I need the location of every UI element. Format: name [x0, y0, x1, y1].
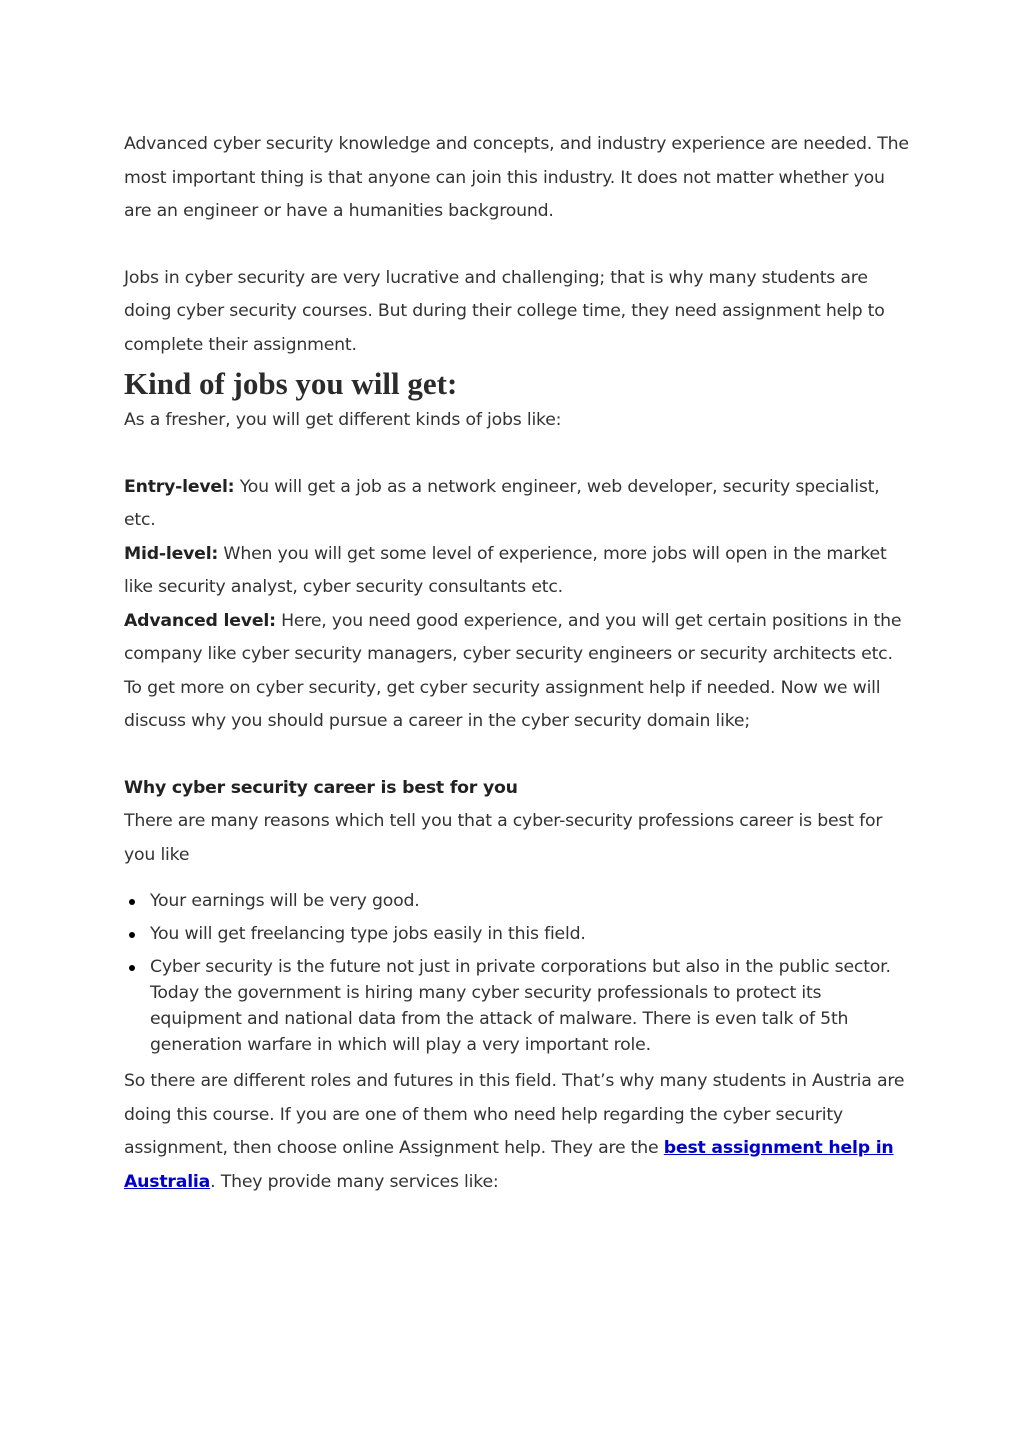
jobs-lead: As a fresher, you will get different kinds of jobs like: — [124, 410, 562, 430]
reasons-list — [124, 888, 909, 1058]
advanced-level-item — [124, 605, 909, 672]
mid-level-item — [124, 538, 909, 605]
closing-text-before: So there are different roles and futures in this field. That’s why many students in Austria are doing this course. If you are one of them who need help regarding the cyber security assignment, then choose online Assignment help. They are the — [124, 1071, 905, 1158]
mid-level-text: When you will get some level of experience, more jobs will open in the market like security analyst, cyber security consultants etc. — [124, 543, 887, 597]
document-page — [124, 128, 909, 1199]
jobs-heading: Kind of jobs you will get: — [124, 366, 458, 401]
closing-paragraph — [124, 1065, 909, 1199]
list-item: You will get freelancing type jobs easily in this field. — [150, 921, 909, 947]
paragraph-gap — [124, 229, 909, 262]
best-assignment-help-link[interactable]: best assignment help in Australia — [124, 1138, 894, 1192]
advanced-level-text: Here, you need good experience, and you will get certain positions in the company like cyber security managers, cyber security engineers or security architects etc. — [124, 610, 902, 664]
mid-level-label: Mid-level: — [124, 543, 219, 564]
entry-level-item — [124, 471, 909, 538]
advanced-level-label: Advanced level: — [124, 610, 276, 631]
why-heading — [124, 772, 909, 806]
why-lead: There are many reasons which tell you that a cyber-security professions career is best for you like — [124, 811, 883, 865]
closing-text-after: . They provide many services like: — [210, 1171, 499, 1192]
intro-paragraph-2: Jobs in cyber security are very lucrative and challenging; that is why many students are doing cyber security courses. But during their college time, they need assignment help to complete their assignment. — [124, 267, 885, 355]
more-info-paragraph: To get more on cyber security, get cyber security assignment help if needed. Now we will discuss why you should pursue a career in the cyber security domain like; — [124, 677, 881, 731]
entry-level-label: Entry-level: — [124, 476, 235, 497]
paragraph-gap — [124, 739, 909, 772]
why-heading-text: Why cyber security career is best for you — [124, 777, 518, 798]
paragraph-gap — [124, 438, 909, 471]
paragraph-gap — [124, 872, 909, 888]
entry-level-text: You will get a job as a network engineer, web developer, security specialist, etc. — [124, 476, 880, 530]
list-item: Your earnings will be very good. — [150, 888, 909, 914]
intro-paragraph-1: Advanced cyber security knowledge and concepts, and industry experience are needed. The most important thing is that anyone can join this industry. It does not matter whether you are an engineer or have a humanities background. — [124, 134, 909, 221]
list-item: Cyber security is the future not just in private corporations but also in the public sector. Today the government is hiring many cyber security professionals to protect its equipment and national data from the attack of malware. There is even talk of 5th generation warfare in which will play a very important role. — [150, 954, 909, 1058]
